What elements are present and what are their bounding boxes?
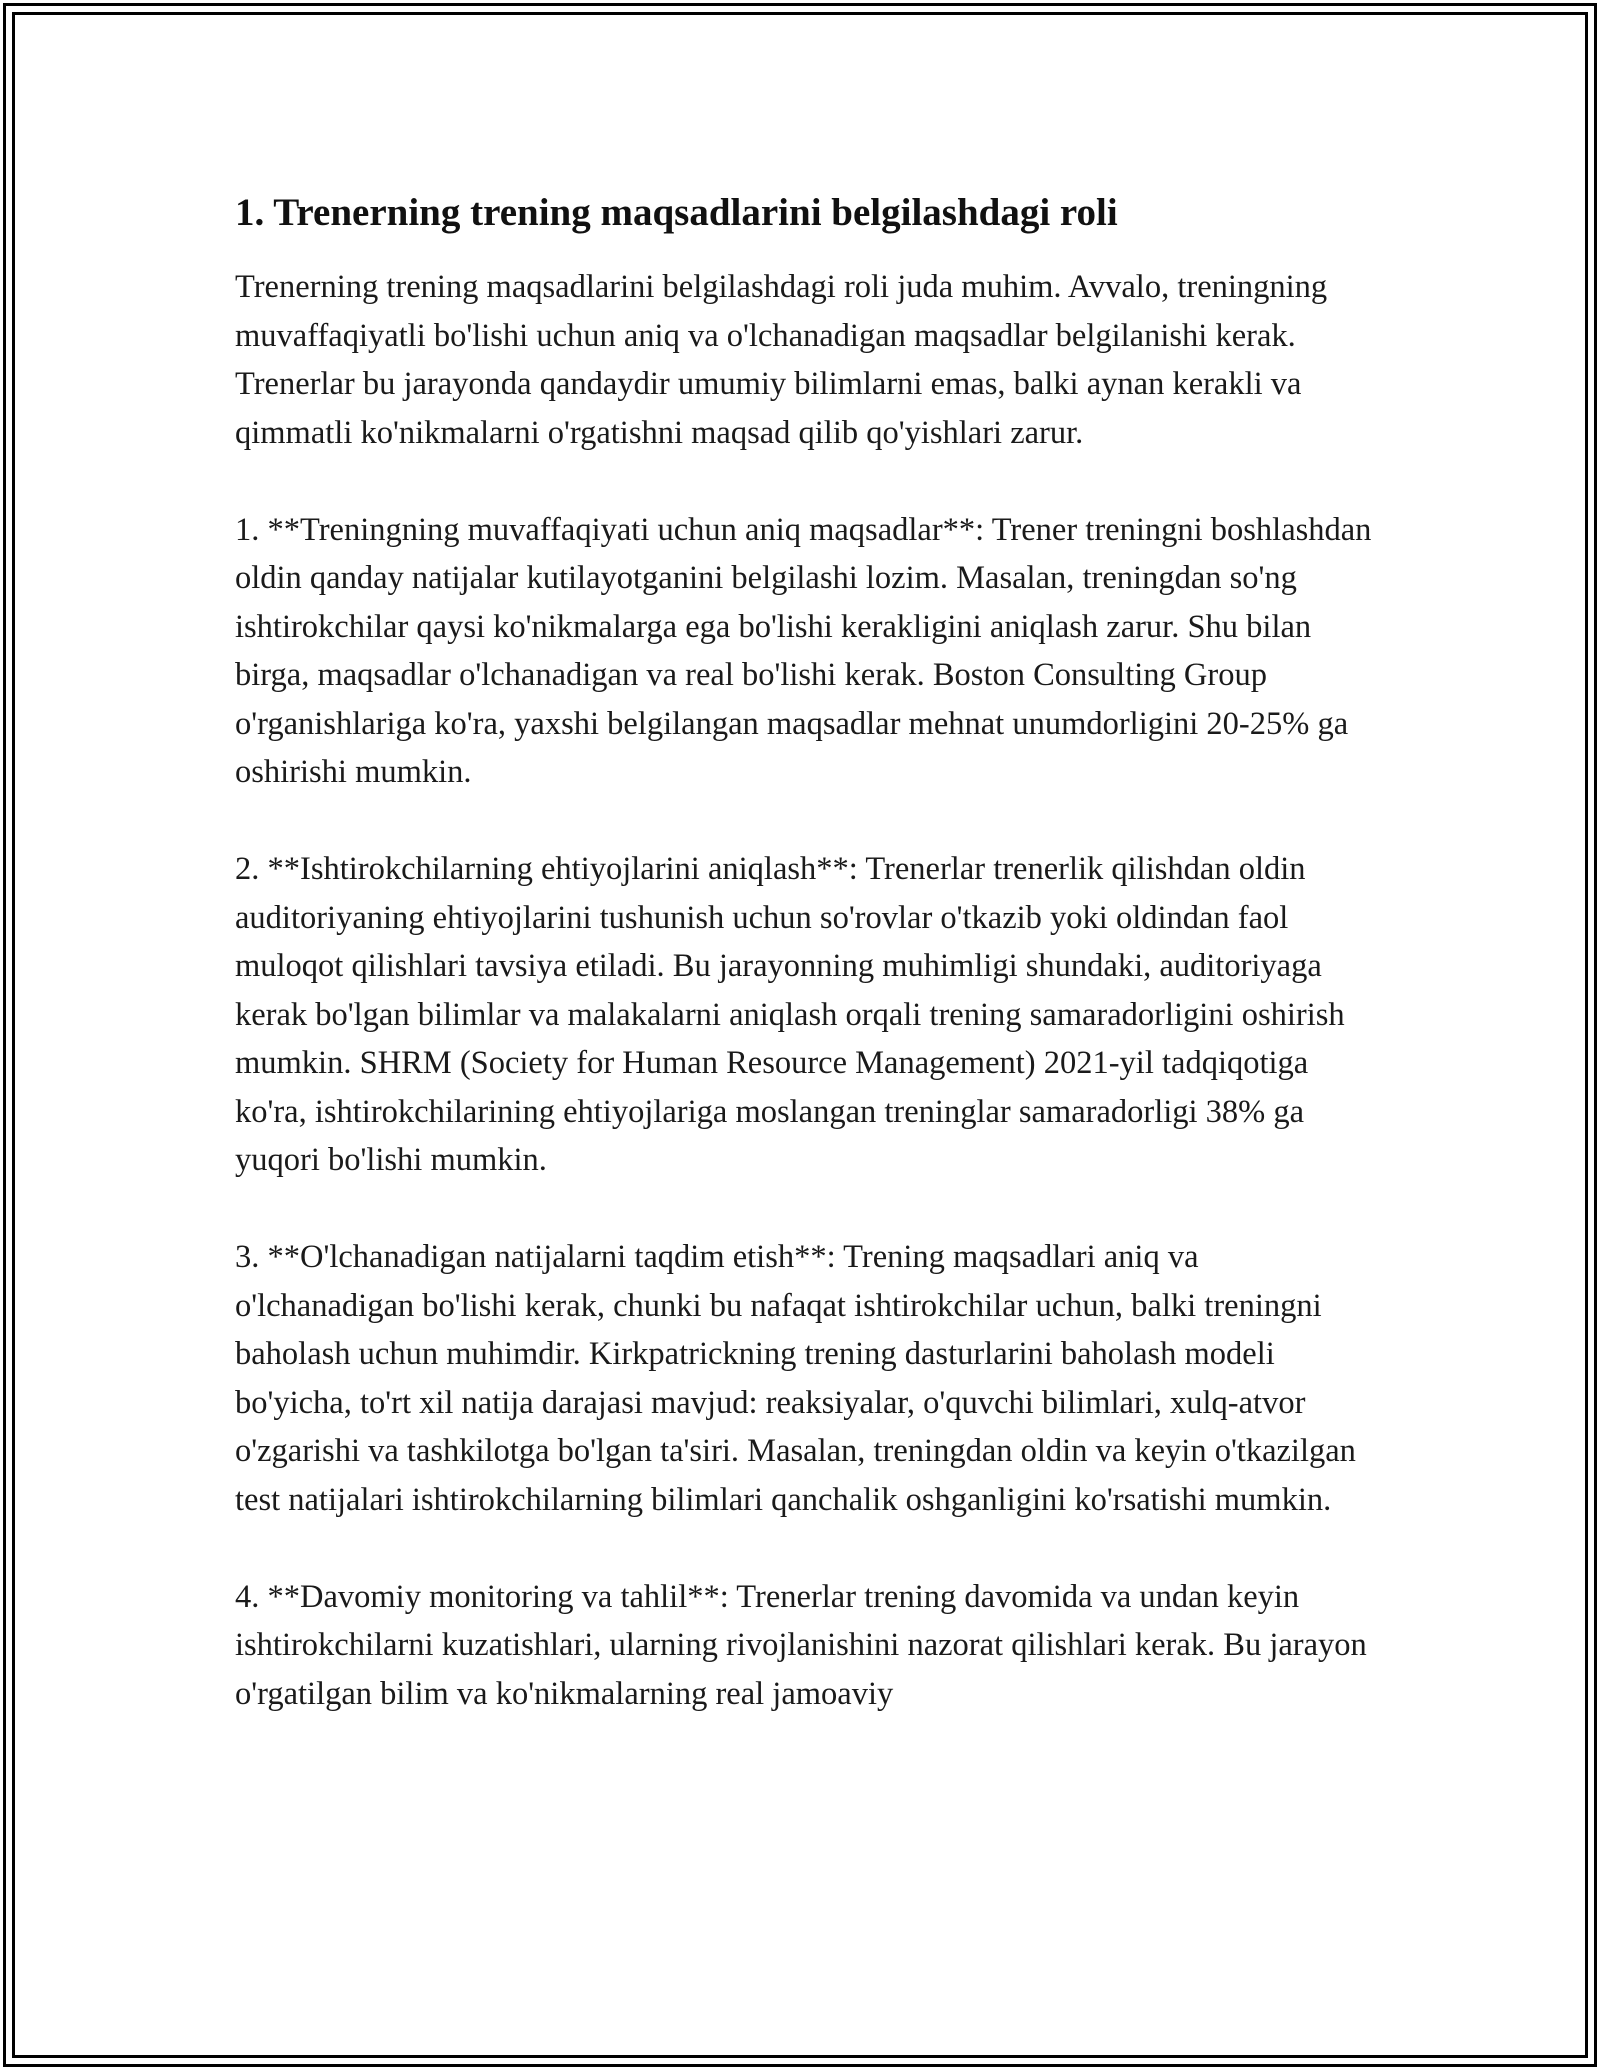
- document-body: [235, 185, 1375, 1767]
- page-title: 1. Trenerning trening maqsadlarini belgilashdagi roli: [235, 191, 1118, 234]
- list-item-paragraph: 4. **Davomiy monitoring va tahlil**: Trenerlar trening davomida va undan keyin ishtirokchilarni kuzatishlari, ularning rivojlanishini nazorat qilishlari kerak. Bu jarayon o'rgatilgan bilim va ko'nikmalarning real jamoaviy: [235, 1578, 1367, 1712]
- intro-paragraph: Trenerning trening maqsadlarini belgilashdagi roli juda muhim. Avvalo, treningning muvaffaqiyatli bo'lishi uchun aniq va o'lchanadigan maqsadlar belgilanishi kerak. Trenerlar bu jarayonda qandaydir umumiy bilimlarni emas, balki aynan kerakli va qimmatli ko'nikmalarni o'rgatishni maqsad qilib qo'yishlari zarur.: [235, 269, 1328, 451]
- list-item-paragraph: 1. **Treningning muvaffaqiyati uchun aniq maqsadlar**: Trener treningni boshlashdan oldin qanday natijalar kutilayotganini belgilashi lozim. Masalan, treningdan so'ng ishtirokchilar qaysi ko'nikmalarga ega bo'lishi kerakligini aniqlash zarur. Shu bilan birga, maqsadlar o'lchanadigan va real bo'lishi kerak. Boston Consulting Group o'rganishlariga ko'ra, yaxshi belgilangan maqsadlar mehnat unumdorligini 20-25% ga oshirishi mumkin.: [235, 511, 1372, 790]
- list-item-paragraph: 2. **Ishtirokchilarning ehtiyojlarini aniqlash**: Trenerlar trenerlik qilishdan oldin auditoriyaning ehtiyojlarini tushunish uchun so'rovlar o'tkazib yoki oldindan faol muloqot qilishlari tavsiya etiladi. Bu jarayonning muhimligi shundaki, auditoriyaga kerak bo'lgan bilimlar va malakalarni aniqlash orqali trening samaradorligini oshirish mumkin. SHRM (Society for Human Resource Management) 2021-yil tadqiqotiga ko'ra, ishtirokchilarining ehtiyojlariga moslangan treninglar samaradorligi 38% ga yuqori bo'lishi mumkin.: [235, 851, 1345, 1178]
- list-item-paragraph: 3. **O'lchanadigan natijalarni taqdim etish**: Trening maqsadlari aniq va o'lchanadigan bo'lishi kerak, chunki bu nafaqat ishtirokchilar uchun, balki treningni baholash uchun muhimdir. Kirkpatrickning trening dasturlarini baholash modeli bo'yicha, to'rt xil natija darajasi mavjud: reaksiyalar, o'quvchi bilimlari, xulq-atvor o'zgarishi va tashkilotga bo'lgan ta'siri. Masalan, treningdan oldin va keyin o'tkazilgan test natijalari ishtirokchilarning bilimlari qanchalik oshganligini ko'rsatishi mumkin.: [235, 1239, 1356, 1518]
